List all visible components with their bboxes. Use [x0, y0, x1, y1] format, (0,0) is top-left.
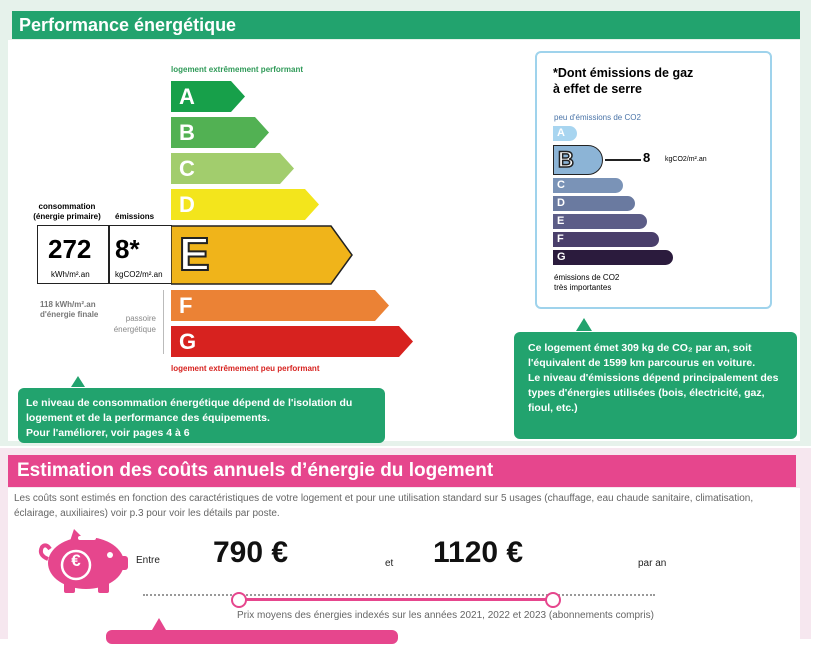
ghg-panel [535, 51, 772, 309]
cost-min: 790 € [213, 536, 289, 569]
between-label: Entre [136, 555, 160, 566]
cost-max: 1120 € [433, 536, 524, 569]
consumption-value: 272 [48, 234, 92, 264]
cost-min-marker [231, 592, 247, 608]
energy-class-b [171, 117, 269, 148]
ghg-class-letter: E [557, 215, 565, 227]
and-label: et [385, 558, 394, 569]
ghg-tooltip-pointer [576, 318, 592, 331]
consumption-unit: kWh/m².an [51, 270, 90, 279]
ghg-class-f [553, 232, 659, 247]
emissions-header: émissions [115, 212, 155, 221]
euro-symbol: € [71, 551, 81, 570]
energy-class-letter: B [179, 120, 195, 145]
passoire-label: passoire énergétique [113, 314, 156, 334]
current-class-letter: E [179, 228, 210, 280]
ghg-class-b [553, 145, 603, 175]
ghg-class-g [553, 250, 673, 265]
ghg-class-letter: C [557, 179, 565, 191]
prices-note: Prix moyens des énergies indexés sur les années 2021, 2022 et 2023 (abonnements compris) [237, 610, 654, 621]
cost-range-bar [239, 598, 553, 601]
energy-class-f [171, 290, 389, 321]
energy-class-letter: F [179, 293, 193, 318]
passoire-bracket [163, 290, 164, 354]
per-year-label: par an [638, 558, 667, 569]
ghg-class-letter: F [557, 233, 564, 245]
cost-max-marker [545, 592, 561, 608]
emissions-value: 8* [115, 234, 140, 264]
ghg-class-d [553, 196, 635, 211]
energy-class-bar [171, 290, 389, 321]
consumption-tooltip: Le niveau de consommation énergétique dépend de l'isolation du logement et de la performance des équipements. Pour l'améliorer, voir pages 4 à 6 [18, 388, 385, 443]
current-class-arrow [171, 225, 353, 285]
ghg-unit: kgCO2/m².an [665, 156, 707, 163]
energy-class-letter: D [179, 192, 195, 217]
emissions-unit: kgCO2/m².an [115, 270, 163, 279]
cost-description: Les coûts sont estimés en fonction des caractéristiques de votre logement et pour une utilisation standard sur 5 usages (chauffage, eau chaude sanitaire, climatisation, éclairage, auxiliaires) voir p.3 pour voir les détails par poste. [14, 493, 754, 519]
energy-performance-title: Performance énergétique [12, 11, 800, 39]
energy-class-letter: A [179, 84, 195, 109]
energy-class-a [171, 81, 245, 112]
ghg-class-c [553, 178, 623, 193]
cost-tooltip [106, 630, 398, 644]
ghg-class-e [553, 214, 647, 229]
ghg-tooltip: Ce logement émet 309 kg de CO₂ par an, soit l'équivalent de 1599 km parcourus en voiture. Le niveau d'émissions dépend principalement des types d'énergies utilisées (bois, électricité, gaz, fioul, etc.) [514, 332, 797, 439]
ghg-title: *Dont émissions de gaz à effet de serre [553, 66, 694, 96]
cost-estimate-title: Estimation des coûts annuels d’énergie du logement [8, 455, 796, 487]
energy-class-bar [171, 326, 413, 357]
ghg-class-letter: A [557, 127, 565, 139]
cost-range-axis [143, 594, 655, 596]
ghg-class-letter: D [557, 197, 565, 209]
consumption-header: consommation (énergie primaire) [33, 202, 101, 221]
ghg-class-a [553, 126, 577, 141]
ghg-class-letter: G [557, 251, 566, 263]
current-rating-box [37, 225, 172, 284]
energy-class-letter: G [179, 329, 197, 354]
energy-class-d [171, 189, 319, 220]
piggy-bank-icon [36, 527, 128, 593]
divider [108, 226, 110, 283]
ghg-bottom-label: émissions de CO2 très importantes [554, 273, 620, 292]
energy-class-c [171, 153, 294, 184]
energy-class-letter: C [179, 156, 195, 181]
ghg-top-label: peu d'émissions de CO2 [554, 113, 641, 122]
final-energy: 118 kWh/m².an d'énergie finale [40, 300, 99, 319]
top-scale-label: logement extrêmement performant [171, 65, 304, 74]
ghg-value-line [605, 159, 641, 161]
cost-tooltip-pointer [152, 618, 166, 630]
ghg-class-letter: B [558, 147, 574, 172]
tooltip-pointer [71, 376, 85, 387]
bottom-scale-label: logement extrêmement peu performant [171, 364, 320, 373]
ghg-value: 8 [643, 150, 651, 165]
energy-class-g [171, 326, 413, 357]
